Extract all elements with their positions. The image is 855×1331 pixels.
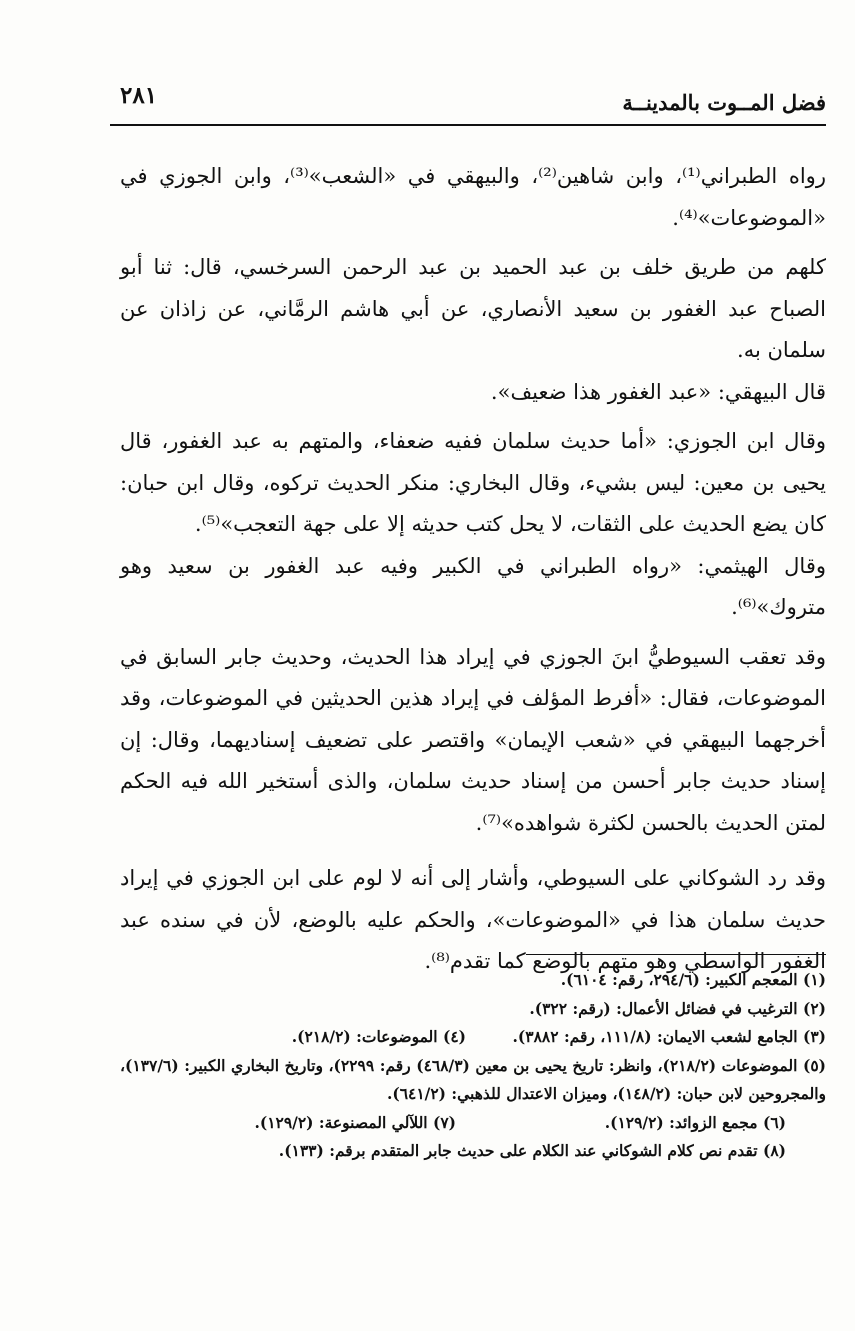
page-number: ٢٨١ (120, 82, 158, 109)
body-text (120, 156, 826, 983)
footnote: (١) المعجم الكبير: (٢٩٤/٦، رقم: ٦١٠٤). (560, 970, 826, 989)
footnote: (٧) اللآلي المصنوعة: (١٢٩/٢). (254, 1112, 456, 1132)
footnote: (٨) تقدم نص كلام الشوكاني عند الكلام على حديث جابر المتقدم برقم: (١٣٣). (278, 1141, 786, 1160)
header-rule (110, 124, 826, 126)
paragraph: وقد تعقب السيوطيُّ ابنَ الجوزي في إيراد هذا الحديث، وحديث جابر السابق في الموضوعات، فقال: «أفرط المؤلف في إيراد هذين الحديثين في الموضوعات، وقد أخرجهما البيهقي في «شعب الإيمان» واقتصر على تضعيف إسناديهما، وقال: إن إسناد حديث جابر أحسن من إسناد حديث سلمان، والذى أستخير الله فيه الحكم لمتن الحديث بالحسن لكثرة شواهده»⁽⁷⁾. (120, 644, 826, 835)
running-title: فضل المــوت بالمدينــة (622, 90, 826, 115)
footnote: (٦) مجمع الزوائد: (١٢٩/٢). (604, 1112, 786, 1132)
paragraph: رواه الطبراني⁽¹⁾، وابن شاهين⁽²⁾، والبيهقي في «الشعب»⁽³⁾، وابن الجوزي في «الموضوعات»⁽⁴⁾. (120, 164, 826, 230)
footnote: (٣) الجامع لشعب الايمان: (١١١/٨، رقم: ٣٨٨٢). (512, 1027, 826, 1046)
footnote-row (120, 1109, 826, 1138)
footnote: (٥) الموضوعات (٢١٨/٢)، وانظر: تاريخ يحيى بن معين (٤٦٨/٣) رقم: ٢٢٩٩)، وتاريخ البخاري الكبير: (١٣٧/٦)، والمجروحين لابن حبان: (١٤٨/٢)، وميزان الاعتدال للذهبي: (٦٤١/٢). (120, 1055, 826, 1103)
paragraph: قال البيهقي: «عبد الغفور هذا ضعيف». (490, 379, 826, 404)
paragraph: وقال ابن الجوزي: «أما حديث سلمان ففيه ضعفاء، والمتهم به عبد الغفور، قال يحيى بن معين: ليس بشيء، وقال البخاري: منكر الحديث تركوه، وقال ابن حبان: كان يضع الحديث على الثقات، لا يحل كتب حديثه إلا على جهة التعجب»⁽⁵⁾. (120, 429, 826, 536)
footnote-rule (526, 954, 826, 955)
paragraph: وقال الهيثمي: «رواه الطبراني في الكبير وفيه عبد الغفور بن سعيد وهو متروك»⁽⁶⁾. (120, 553, 826, 619)
paragraph: كلهم من طريق خلف بن عبد الحميد بن عبد الرحمن السرخسي، قال: ثنا أبو الصباح عبد الغفور بن سعيد الأنصاري، عن أبي هاشم الرمَّاني، عن زاذان عن سلمان به. (120, 255, 826, 362)
footnotes (120, 966, 826, 1166)
footnote: (٢) الترغيب في فضائل الأعمال: (رقم: ٣٢٢). (529, 998, 826, 1018)
footnote-row (120, 1023, 826, 1052)
page-header (120, 82, 826, 118)
footnote: (٤) الموضوعات: (٢١٨/٢). (291, 1027, 466, 1046)
book-page (120, 0, 826, 1331)
paragraph: وقد رد الشوكاني على السيوطي، وأشار إلى أنه لا لوم على ابن الجوزي في إيراد حديث سلمان هذا في «الموضوعات»، والحكم عليه بالوضع، لأن في سنده عبد الغفور الواسطي وهو متهم بالوضع كما تقدم⁽⁸⁾. (120, 866, 826, 973)
